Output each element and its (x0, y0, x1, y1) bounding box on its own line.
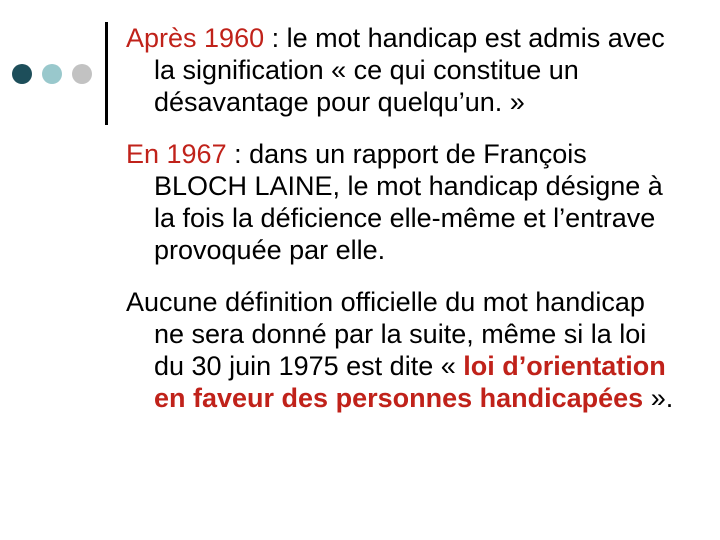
definition-text-after: ». (643, 383, 674, 413)
vertical-divider (105, 22, 108, 125)
paragraph-1967 (126, 138, 674, 266)
paragraph-definition (126, 286, 674, 414)
law-title-emphasis: loi d’orientation en faveur des personnes handicapées (154, 351, 666, 413)
date-1967: En 1967 (126, 139, 227, 169)
slide-body (126, 22, 674, 414)
dot-light-teal (42, 64, 62, 84)
paragraph-1960 (126, 22, 674, 118)
dot-dark-teal (12, 64, 32, 84)
definition-text-before: Aucune définition officielle du mot handicap ne sera donné par la suite, même si la loi du 30 juin 1975 est dite « (126, 287, 647, 381)
date-1960: Après 1960 (126, 23, 265, 53)
decorative-dots (12, 64, 96, 84)
text-1960: : le mot handicap est admis avec la signification « ce qui constitue un désavantage pour quelqu’un. » (154, 23, 665, 117)
text-1967: : dans un rapport de François BLOCH LAINE, le mot handicap désigne à la fois la déficience elle-même et l’entrave provoquée par elle. (154, 139, 663, 265)
dot-gray (72, 64, 92, 84)
